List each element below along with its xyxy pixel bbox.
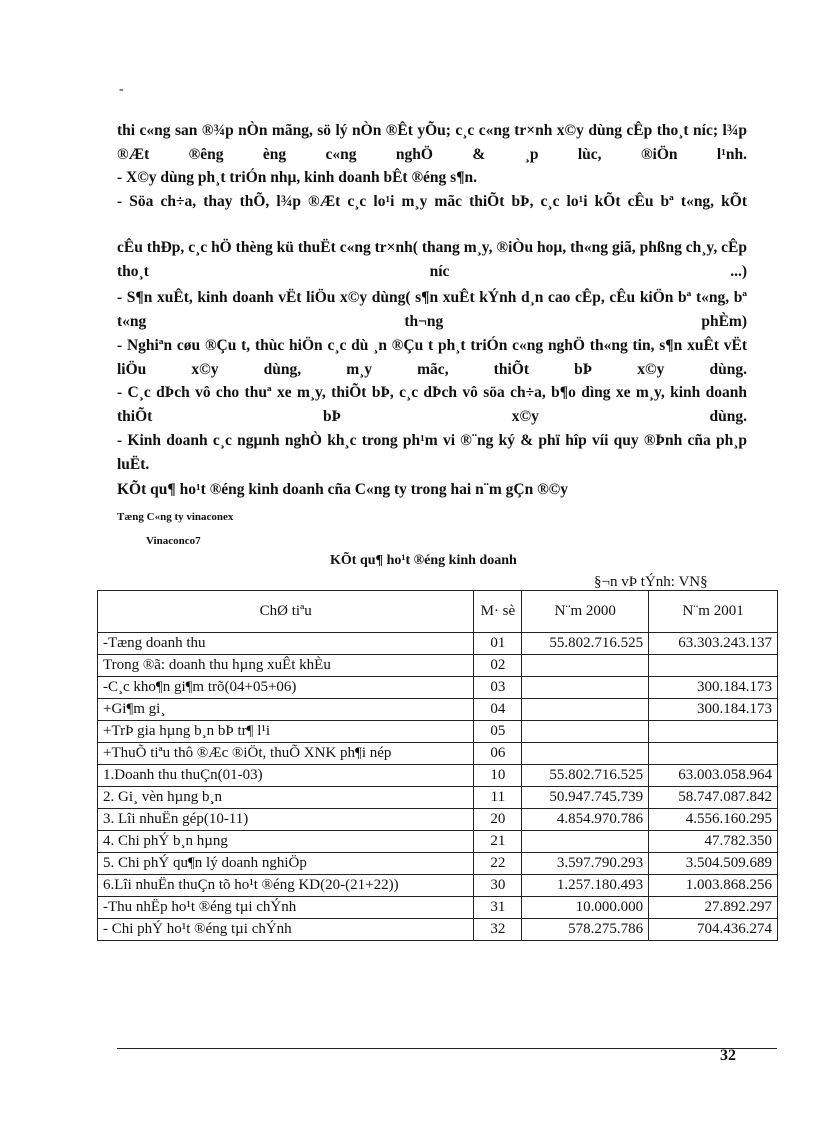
paragraph-1: thi c«ng san ®¾p nÒn mãng, sö lý nÒn ®Êt yÕu; c¸c c«ng tr×nh x©y dùng cÊp tho¸t níc; l¾p ®Æt ®êng èng c«ng nghÖ & ¸p lùc, ®iÖn l¹nh. [117,122,747,163]
cell-2000 [522,743,649,765]
paragraph-2: - X©y dùng ph¸t triÓn nhµ, kinh doanh bÊt ®éng s¶n. [117,169,478,186]
cell-2000 [522,677,649,699]
cell-indicator: 3. Lîi nhuËn gép(10-11) [98,809,474,831]
cell-code: 10 [474,765,522,787]
cell-indicator: Trong ®ã: doanh thu hµng xuÊt khÈu [98,655,474,677]
paragraph-9: KÕt qu¶ ho¹t ®éng kinh doanh cña C«ng ty trong hai n¨m gÇn ®©y [117,481,568,498]
paragraph-6: - Nghiªn cøu ®Çu t, thùc hiÖn c¸c dù ¸n ®Çu t ph¸t triÓn c«ng nghÖ th«ng tin, s¶n xuÊt vËt liÖu x©y dùng, m¸y mãc, thiÕt bÞ x©y dùng. [117,337,747,378]
header-year-2001: N¨m 2001 [649,591,778,633]
paragraph-8: - Kinh doanh c¸c ngµnh nghÒ kh¸c trong ph¹m vi ®¨ng ký & phï hîp víi quy ®Þnh cña ph¸p luËt. [117,432,747,473]
cell-2001: 58.747.087.842 [649,787,778,809]
cell-indicator: +TrÞ gia hµng b¸n bÞ tr¶ l¹i [98,721,474,743]
currency-unit: §¬n vÞ tÝnh: VN§ [594,574,708,590]
cell-indicator: +Gi¶m gi¸ [98,699,474,721]
cell-indicator: -Tæng doanh thu [98,633,474,655]
cell-2000: 578.275.786 [522,919,649,941]
cell-indicator: 4. Chi phÝ b¸n hµng [98,831,474,853]
table-header-row [98,591,778,633]
cell-2001 [649,655,778,677]
cell-2000: 50.947.745.739 [522,787,649,809]
cell-2000 [522,721,649,743]
cell-2000: 55.802.716.525 [522,765,649,787]
table-row [98,787,778,809]
cell-2001: 4.556.160.295 [649,809,778,831]
cell-2000: 1.257.180.493 [522,875,649,897]
table-row [98,809,778,831]
cell-code: 03 [474,677,522,699]
cell-indicator: -C¸c kho¶n gi¶m trõ(04+05+06) [98,677,474,699]
org-unit: Vinaconco7 [146,535,201,547]
header-code: M· sè [474,591,522,633]
cell-code: 04 [474,699,522,721]
cell-2001: 27.892.297 [649,897,778,919]
cell-code: 20 [474,809,522,831]
cell-2001 [649,721,778,743]
table-row [98,919,778,941]
cell-code: 22 [474,853,522,875]
cell-2000 [522,655,649,677]
cell-code: 31 [474,897,522,919]
cell-2001: 63.003.058.964 [649,765,778,787]
cell-2000: 3.597.790.293 [522,853,649,875]
table-row [98,831,778,853]
table-row [98,853,778,875]
cell-indicator: +ThuÕ tiªu thô ®Æc ®iÖt, thuÕ XNK ph¶i nép [98,743,474,765]
cell-2001: 704.436.274 [649,919,778,941]
cell-2000: 55.802.716.525 [522,633,649,655]
header-year-2000: N¨m 2000 [522,591,649,633]
table-row [98,655,778,677]
table-title: KÕt qu¶ ho¹t ®éng kinh doanh [330,553,517,568]
cell-indicator: 5. Chi phÝ qu¶n lý doanh nghiÖp [98,853,474,875]
results-table [97,590,778,941]
cell-2000 [522,831,649,853]
table-row [98,743,778,765]
paragraph-3: - Söa ch÷a, thay thÕ, l¾p ®Æt c¸c lo¹i m¸y mãc thiÕt bÞ, c¸c lo¹i kÕt cÊu bª t«ng, kÕt [117,193,747,210]
cell-indicator: -Thu nhËp ho¹t ®éng tµi chÝnh [98,897,474,919]
footer-rule [117,1048,777,1049]
table-row [98,897,778,919]
cell-indicator: 1.Doanh thu thuÇn(01-03) [98,765,474,787]
cell-2001: 300.184.173 [649,677,778,699]
table-row [98,765,778,787]
org-name: Tæng C«ng ty vinaconex [117,511,234,523]
cell-2001: 3.504.509.689 [649,853,778,875]
cell-2000: 10.000.000 [522,897,649,919]
cell-code: 01 [474,633,522,655]
paragraph-4: cÊu thÐp, c¸c hÖ thèng kü thuËt c«ng tr×nh( thang m¸y, ®iÒu hoµ, th«ng giã, phßng ch¸y, cÊp tho¸t níc ...) [117,239,747,280]
cell-indicator: - Chi phÝ ho¹t ®éng tµi chÝnh [98,919,474,941]
table-row [98,875,778,897]
header-indicator: ChØ tiªu [98,591,474,633]
cell-code: 21 [474,831,522,853]
cell-2001: 1.003.868.256 [649,875,778,897]
cell-code: 02 [474,655,522,677]
table-row [98,677,778,699]
cell-indicator: 2. Gi¸ vèn hµng b¸n [98,787,474,809]
cell-2000 [522,699,649,721]
cell-code: 11 [474,787,522,809]
table-row [98,699,778,721]
cell-code: 30 [474,875,522,897]
paragraph-5: - S¶n xuÊt, kinh doanh vËt liÖu x©y dùng( s¶n xuÊt kÝnh d¸n cao cÊp, cÊu kiÖn bª t«ng, bª t«ng th¬ng phÈm) [117,289,747,330]
cell-indicator: 6.Lîi nhuËn thuÇn tõ ho¹t ®éng KD(20-(21+22)) [98,875,474,897]
cell-2001: 63.303.243.137 [649,633,778,655]
cell-code: 05 [474,721,522,743]
cell-2001: 47.782.350 [649,831,778,853]
page-number: 32 [720,1047,736,1064]
cell-2001 [649,743,778,765]
cell-2001: 300.184.173 [649,699,778,721]
table-row [98,721,778,743]
cell-code: 32 [474,919,522,941]
table-row [98,633,778,655]
cell-2000: 4.854.970.786 [522,809,649,831]
top-mark: - [119,82,124,97]
paragraph-7: - C¸c dÞch vô cho thuª xe m¸y, thiÕt bÞ, c¸c dÞch vô söa ch÷a, b¶o dìng xe m¸y, kinh doanh thiÕt bÞ x©y dùng. [117,384,747,425]
cell-code: 06 [474,743,522,765]
